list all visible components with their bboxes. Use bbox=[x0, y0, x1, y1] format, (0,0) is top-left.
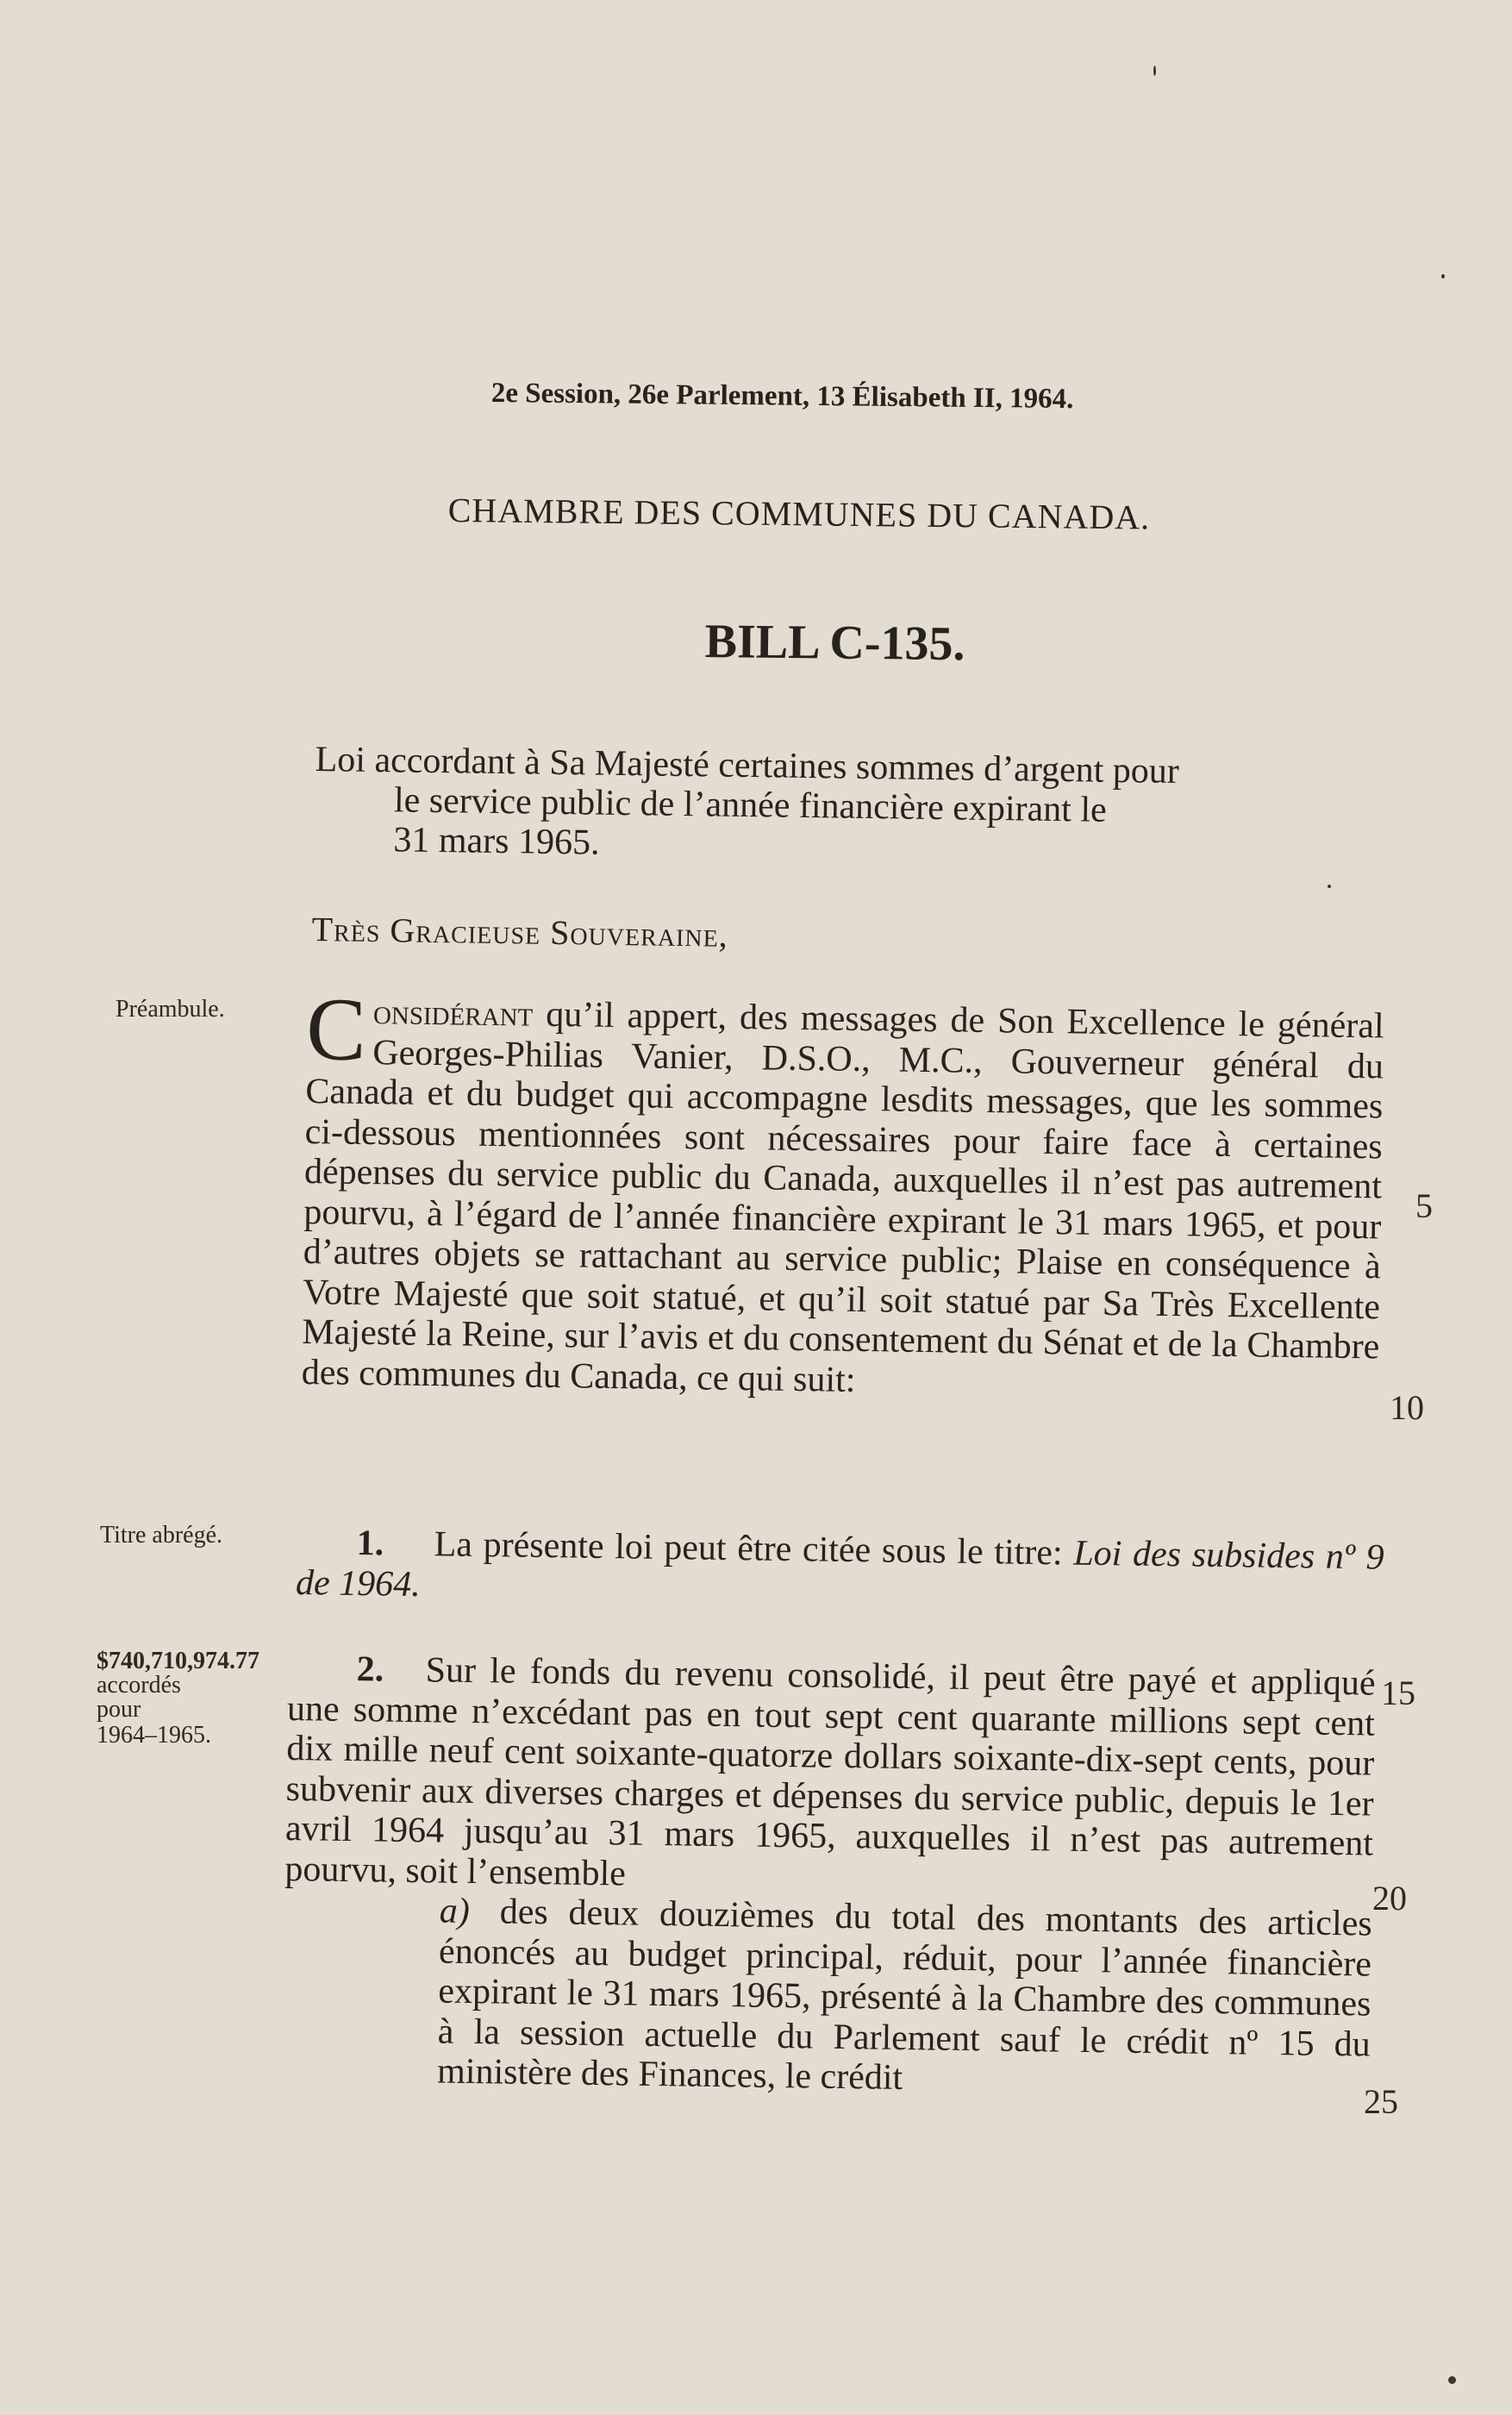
margin-note-amount: $740,710,974.77 bbox=[97, 1648, 259, 1674]
paper-speck bbox=[1448, 2376, 1456, 2384]
margin-note-years: 1964–1965. bbox=[97, 1722, 211, 1749]
margin-note-granted: accordés bbox=[97, 1672, 181, 1699]
paper-speck bbox=[1441, 274, 1445, 278]
section-1-citation: Loi des subsides nº 9 de 1964. bbox=[295, 1533, 1384, 1605]
title-line-3: 31 mars 1965. bbox=[393, 820, 600, 863]
section-2-number: 2. bbox=[356, 1649, 384, 1690]
line-number-25: 25 bbox=[1364, 2082, 1398, 2121]
paper-speck bbox=[1153, 66, 1156, 76]
line-number-15: 15 bbox=[1381, 1674, 1415, 1712]
bill-number: BILL C-135. bbox=[704, 614, 965, 672]
dropcap-letter: C bbox=[305, 979, 367, 1079]
bill-long-title bbox=[314, 740, 1393, 873]
section-1 bbox=[296, 1523, 1384, 1618]
salutation: Très Gracieuse Souveraine, bbox=[311, 909, 729, 954]
section-2-item-a bbox=[282, 1889, 1372, 2105]
preamble-text: qu’il appert, des messages de Son Excellence le général Georges-Philias Vanier, D.S.O., M.C., Gouverneur général du Canada et du budget qui accompagne lesdits messages, que les sommes ci-dessous mentionnées sont nécessaires pour faire face à certaines dépenses du service public du Canada, auxquelles il n’est pas autrement pourvu, à l’égard de l’année financière expirant le 31 mars 1965, et pour d’autres objets se rattachant au service public; Plaise en conséquence à Votre Majesté que soit statué, et qu’il soit statué par Sa Très Excellente Majesté la Reine, sur l’avis et du consentement du Sénat et de la Chambre des communes du Canada, ce qui suit: bbox=[301, 994, 1384, 1400]
section-2 bbox=[282, 1649, 1376, 2105]
item-a-text: des deux douzièmes du total des montants des articles énoncés au budget principal, réduit, pour l’année financière expirant le 31 mars 1965, présenté à la Chambre des communes à la session actuelle du Parlement sauf le crédit nº 15 du ministère des Finances, le crédit bbox=[436, 1892, 1372, 2099]
preamble-paragraph bbox=[301, 979, 1384, 1407]
section-2-text: Sur le fonds du revenu consolidé, il peut être payé et appliqué une somme n’excédant pas en tout sept cent quarante millions sept cent dix mille neuf cent soixante-quatorze dollars soixante-dix-sept cents, pour subvenir aux diverses charges et dépenses du service public, depuis le 1er avril 1964 jusqu’au 31 mars 1965, auxquelles il n’est pas autrement pourvu, soit l’ensemble bbox=[284, 1650, 1376, 1893]
line-number-20: 20 bbox=[1372, 1879, 1407, 1918]
line-number-10: 10 bbox=[1390, 1388, 1424, 1427]
line-number-5: 5 bbox=[1415, 1186, 1433, 1225]
margin-note-for: pour bbox=[97, 1696, 141, 1723]
item-a-label: a) bbox=[439, 1891, 471, 1931]
margin-note-short-title: Titre abrégé. bbox=[100, 1522, 223, 1548]
session-header: 2e Session, 26e Parlement, 13 Élisabeth II, 1964. bbox=[490, 378, 1074, 416]
section-1-number: 1. bbox=[356, 1523, 384, 1564]
title-line-2: le service public de l’année financière expirant le bbox=[393, 780, 1108, 830]
chamber-header: CHAMBRE DES COMMUNES DU CANADA. bbox=[447, 490, 1151, 537]
margin-note-preamble: Préambule. bbox=[116, 996, 225, 1023]
section-1-text: La présente loi peut être citée sous le titre: bbox=[434, 1524, 1063, 1574]
title-line-1: Loi accordant à Sa Majesté certaines sommes d’argent pour bbox=[315, 740, 1180, 791]
preamble-smallcaps: onsidérant bbox=[372, 992, 534, 1035]
paper-speck bbox=[1328, 885, 1331, 888]
